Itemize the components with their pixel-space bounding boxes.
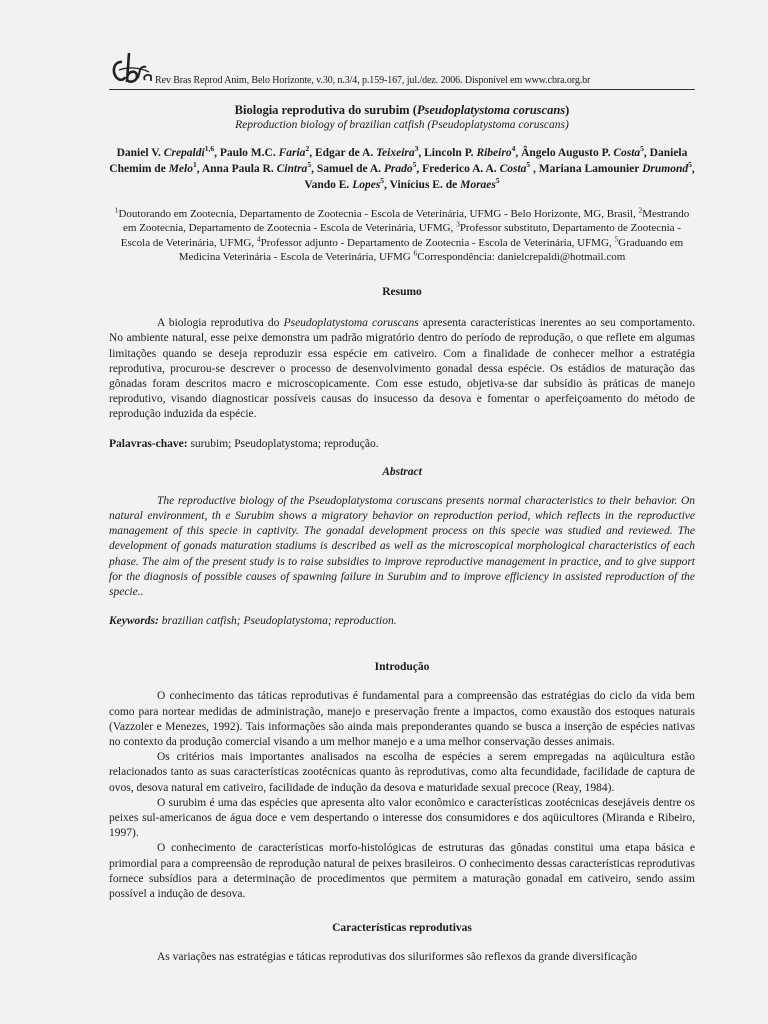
journal-citation: Rev Bras Reprod Anim, Belo Horizonte, v.30, n.3/4, p.159-167, jul./dez. 2006. Disponível em www.cbra.org.br: [155, 75, 591, 86]
article-page: [109, 46, 695, 965]
introducao-paragraph: Os critérios mais importantes analisados na escolha de espécies a serem empregadas na aqüicultura estão relacionados tanto as suas características zootécnicas quanto às reprodutivas, como alta fecundidade, facilidade de captura de ovos, desova natural em cativeiro, facilidade de indução da desova e maturidade sexual precoce (Reay, 1984).: [109, 751, 695, 794]
author-sep: ,: [196, 163, 202, 175]
author-last: Cintra: [276, 163, 308, 175]
resumo-rest: apresenta características inerentes ao seu comportamento. No ambiente natural, esse peixe demonstra um padrão migratório dentro do período de reprodução, o que reflete em algumas limitações quando se deseja reproduzir essa espécie em cativeiro. Com a finalidade de conhecer melhor a estratégia reprodutiva, procurou-se descrever o processo de desenvolvimento gonadal dessa espécie. Os estádios de maturação das gônadas foram descritos macro e microscopicamente. Com esse estudo, objetiva-se dar subsídio às práticas de manejo reprodutivo, visando diagnosticar possíveis causas do insucesso da desova e fomentar o aperfeiçoamento do método de reprodução induzida da espécie.: [109, 317, 696, 421]
author-sup: 5: [412, 160, 417, 170]
abstract-heading: Abstract: [382, 465, 422, 478]
title-species: Pseudoplatystoma coruscans: [416, 103, 566, 117]
author-first: Anna Paula R.: [201, 163, 277, 175]
author: [304, 176, 390, 191]
author-first: Daniela Chemim de: [109, 147, 688, 175]
author-sep: ,: [515, 147, 522, 159]
keywords-line: [109, 614, 695, 629]
abstract-paragraph: The reproductive biology of the Pseudoplatystoma coruscans presents normal characteristics to their behavior. On natural environment, th e Surubim shows a migratory behavior on reproduction period, which reflects in the reproductive management of this specie in captivity. The gonadal development process on this specie was studied and reviewed. The development of gonads maturation stadiums is described as well as the microscopical morphological characteristics of each phase. The aim of the present study is to raise subsidies to improve reproductive management in practice, and to give support for the diagnosis of possible causes of spawning failure in Surubim and to improve efficiency in assisted reproduction of the specie..: [109, 494, 695, 599]
introducao-body: [109, 689, 695, 902]
author-first: Frederico A. A.: [422, 163, 500, 175]
author-last: Drumond: [642, 163, 689, 175]
author-sup: 5: [495, 176, 500, 186]
author-first: Edgar de A.: [314, 147, 377, 159]
author-sup: 1: [192, 160, 197, 170]
author-first: Lincoln P.: [424, 147, 477, 159]
affiliation-text: Doutorando em Zootecnia, Departamento de Zootecnia - Escola de Veterinária, UFMG - Belo Horizonte, MG, Brasil,: [118, 208, 639, 220]
author-sup: 4: [511, 144, 516, 154]
author: [316, 160, 423, 175]
affiliation-text: Mestrando em Zootecnia, Departamento de Zootecnia - Escola de Veterinária, UFMG,: [123, 208, 690, 235]
journal-header: [109, 46, 695, 88]
author-first: Vando E.: [304, 179, 353, 191]
author-sep: ,: [311, 163, 317, 175]
author-last: Ribeiro: [476, 147, 512, 159]
author-first: Daniel V.: [116, 147, 164, 159]
author-last: Lopes: [352, 179, 381, 191]
introducao-paragraph: O surubim é uma das espécies que apresenta alto valor econômico e características zootécnicas desejáveis dentre os peixes sul-americanos de água doce e vem despertando o interesse dos consumidores e dos aqüicultores (Miranda e Ribeiro, 1997).: [109, 796, 695, 840]
author: [116, 144, 220, 159]
affiliation-sup: 4: [256, 233, 261, 243]
introducao-heading: Introdução: [374, 661, 430, 674]
author-sup: 5: [307, 160, 312, 170]
cbra-logo-icon: [109, 50, 153, 88]
author-last: Costa: [613, 147, 641, 159]
title-suffix: ): [565, 103, 570, 117]
author-sup: 1,6: [204, 144, 215, 154]
author-list: [109, 145, 695, 193]
keywords-value: brazilian catfish; Pseudoplatystoma; reproduction.: [158, 615, 397, 628]
affiliation-text: Professor adjunto - Departamento de Zootecnia - Escola de Veterinária, UFMG,: [260, 236, 615, 249]
affiliation-text: Professor substituto, Departamento de Zootecnia - Escola de Veterinária, UFMG,: [120, 222, 681, 249]
author-sep: ,: [416, 163, 423, 175]
author-sep: ,: [309, 147, 315, 159]
header-rule: [109, 89, 695, 90]
affiliation-sup: 3: [456, 219, 460, 229]
author-sup: 5: [380, 176, 385, 186]
author: [219, 144, 315, 159]
resumo-paragraph: [109, 316, 695, 422]
author-last: Teixeira: [376, 147, 415, 159]
resumo-heading: Resumo: [382, 286, 422, 299]
caracteristicas-heading: Características reprodutivas: [332, 922, 472, 935]
author-first: Paulo M.C.: [219, 147, 279, 159]
author-sup: 5: [688, 160, 692, 170]
author-last: Crepaldi: [163, 147, 205, 159]
caracteristicas-paragraph: As variações nas estratégias e táticas reprodutivas dos siluriformes são reflexos da grande diversificação: [157, 951, 637, 964]
author: [424, 144, 522, 159]
title-prefix: Biologia reprodutiva do surubim (: [234, 103, 417, 117]
author-last: Costa: [499, 163, 527, 175]
author-first: Mariana Lamounier: [538, 163, 643, 175]
author-last: Prado: [383, 163, 413, 175]
resumo-start: A biologia reprodutiva do: [157, 317, 284, 330]
author-first: Samuel de A.: [316, 163, 384, 175]
affiliation-text: Graduando em Medicina Veterinária - Escola de Veterinária, UFMG: [178, 236, 684, 263]
author-sep: ,: [530, 163, 539, 175]
palavras-chave-value: surubim; Pseudoplatystoma; reprodução.: [187, 437, 379, 450]
keywords-label: Keywords:: [109, 615, 159, 628]
affiliation-sup: 6: [413, 248, 418, 258]
article-title: [109, 103, 695, 118]
affiliation-sup: 5: [614, 233, 619, 243]
author-sup: 5: [526, 160, 531, 170]
affiliation-sup: 1: [114, 205, 119, 215]
author-sup: 2: [305, 144, 310, 154]
author-first: Vinícius E. de: [389, 179, 461, 191]
article-subtitle: Reproduction biology of brazilian catfish (Pseudoplatystoma coruscans): [235, 119, 569, 131]
author-last: Faria: [278, 147, 306, 159]
author: [422, 160, 539, 175]
author-sep: ,: [643, 147, 650, 159]
author: [201, 160, 317, 175]
introducao-paragraph: O conhecimento das táticas reprodutivas é fundamental para a compreensão das estratégias do ciclo da vida bem como para nortear medidas de administração, manejo e preservação frente a impactos, como exaustão dos estoques naturais (Vazzoler e Menezes, 1992). Tais informações são ainda mais preponderantes quando se busca a inserção de espécies nativas no contexto da produção comercial visando a um melhor manejo e a uma melhor conservação desses animais.: [109, 690, 695, 749]
author: [314, 144, 425, 159]
affiliations: [109, 207, 695, 264]
author-sep: ,: [214, 147, 220, 159]
author-sep: ,: [691, 163, 695, 175]
palavras-chave-label: Palavras-chave:: [109, 437, 188, 450]
author-last: Melo: [168, 163, 193, 175]
author: [521, 144, 650, 159]
author-sup: 3: [414, 144, 419, 154]
affiliation-sup: 2: [638, 205, 643, 215]
author-first: Ângelo Augusto P.: [521, 147, 614, 159]
author-sep: ,: [384, 179, 390, 191]
palavras-chave: [109, 437, 695, 452]
author: [389, 176, 500, 191]
author: [538, 160, 695, 175]
author-sep: ,: [418, 147, 425, 159]
introducao-paragraph: O conhecimento de características morfo-histológicas de estruturas das gônadas constitui uma etapa básica e primordial para a compreensão de reprodução natural de peixes brasileiros. O conhecimento dessas características reprodutivas fornece subsídios para a determinação de procedimentos que permitem a maturação gonadal em cativeiro, sendo assim possível a indução de desova.: [109, 842, 695, 901]
affiliation-text: Correspondência: danielcrepaldi@hotmail.com: [417, 250, 626, 263]
author-last: Moraes: [460, 179, 496, 191]
resumo-species: Pseudoplatystoma coruscans: [283, 317, 419, 330]
author-sup: 5: [640, 144, 644, 154]
